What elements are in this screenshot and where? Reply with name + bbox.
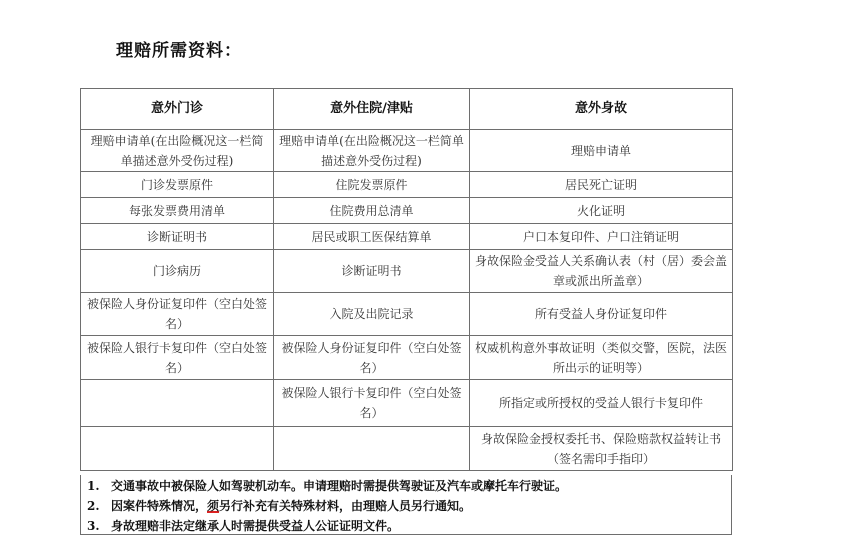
note-item	[87, 496, 731, 516]
table-cell: 理赔申请单(在出险概况这一栏简单描述意外受伤过程)	[274, 130, 470, 172]
table-header-row	[81, 89, 733, 130]
table-cell: 每张发票费用清单	[81, 198, 274, 224]
note-item	[87, 476, 731, 496]
note-item	[87, 516, 731, 536]
table-cell: 门诊病历	[81, 250, 274, 293]
note-number: 3.	[87, 519, 100, 533]
table-row	[81, 224, 733, 250]
note-text: 身故理赔非法定继承人时需提供受益人公证证明文件。	[111, 519, 400, 533]
table-cell	[274, 427, 470, 471]
table-cell: 身故保险金受益人关系确认表（村（居）委会盖章或派出所盖章）	[470, 250, 733, 293]
note-text: 交通事故中被保险人如驾驶机动车。申请理赔时需提供驾驶证及汽车或摩托车行驶证。	[111, 479, 568, 493]
table-cell: 住院发票原件	[274, 172, 470, 198]
table-cell: 入院及出院记录	[274, 293, 470, 336]
table-row	[81, 293, 733, 336]
table-row	[81, 380, 733, 427]
table-cell: 被保险人身份证复印件（空白处签名）	[274, 336, 470, 380]
page-title: 理赔所需资料：	[116, 41, 242, 61]
header-death: 意外身故	[470, 89, 733, 130]
table-cell: 身故保险金授权委托书、保险赔款权益转让书（签名需印手指印）	[470, 427, 733, 471]
table-cell: 诊断证明书	[81, 224, 274, 250]
note-number: 2.	[87, 499, 100, 513]
table-cell: 被保险人身份证复印件（空白处签名）	[81, 293, 274, 336]
table-cell: 被保险人银行卡复印件（空白处签名）	[81, 336, 274, 380]
note-underlined-word: 须	[207, 499, 220, 513]
note-number: 1.	[87, 479, 100, 493]
table-row	[81, 336, 733, 380]
notes-section	[80, 475, 732, 535]
header-outpatient: 意外门诊	[81, 89, 274, 130]
table-cell: 被保险人银行卡复印件（空白处签名）	[274, 380, 470, 427]
table-cell: 理赔申请单(在出险概况这一栏简单描述意外受伤过程)	[81, 130, 274, 172]
table-cell: 居民死亡证明	[470, 172, 733, 198]
table-row	[81, 427, 733, 471]
table-cell	[81, 427, 274, 471]
table-row	[81, 198, 733, 224]
table-row	[81, 250, 733, 293]
table-cell: 所有受益人身份证复印件	[470, 293, 733, 336]
table-cell: 权威机构意外事故证明（类似交警，医院，法医所出示的证明等）	[470, 336, 733, 380]
table-cell: 所指定或所授权的受益人银行卡复印件	[470, 380, 733, 427]
table-cell: 诊断证明书	[274, 250, 470, 293]
table-cell: 居民或职工医保结算单	[274, 224, 470, 250]
table-row	[81, 172, 733, 198]
note-text-pre: 因案件特殊情况，	[111, 499, 208, 513]
table-cell: 理赔申请单	[470, 130, 733, 172]
table-cell	[81, 380, 274, 427]
table-cell: 住院费用总清单	[274, 198, 470, 224]
note-text-post: 另行补充有关特殊材料，由理赔人员另行通知。	[219, 499, 472, 513]
header-hospitalization: 意外住院/津贴	[274, 89, 470, 130]
table-cell: 火化证明	[470, 198, 733, 224]
table-row	[81, 130, 733, 172]
table-cell: 门诊发票原件	[81, 172, 274, 198]
claims-documents-table	[80, 88, 733, 471]
table-cell: 户口本复印件、户口注销证明	[470, 224, 733, 250]
